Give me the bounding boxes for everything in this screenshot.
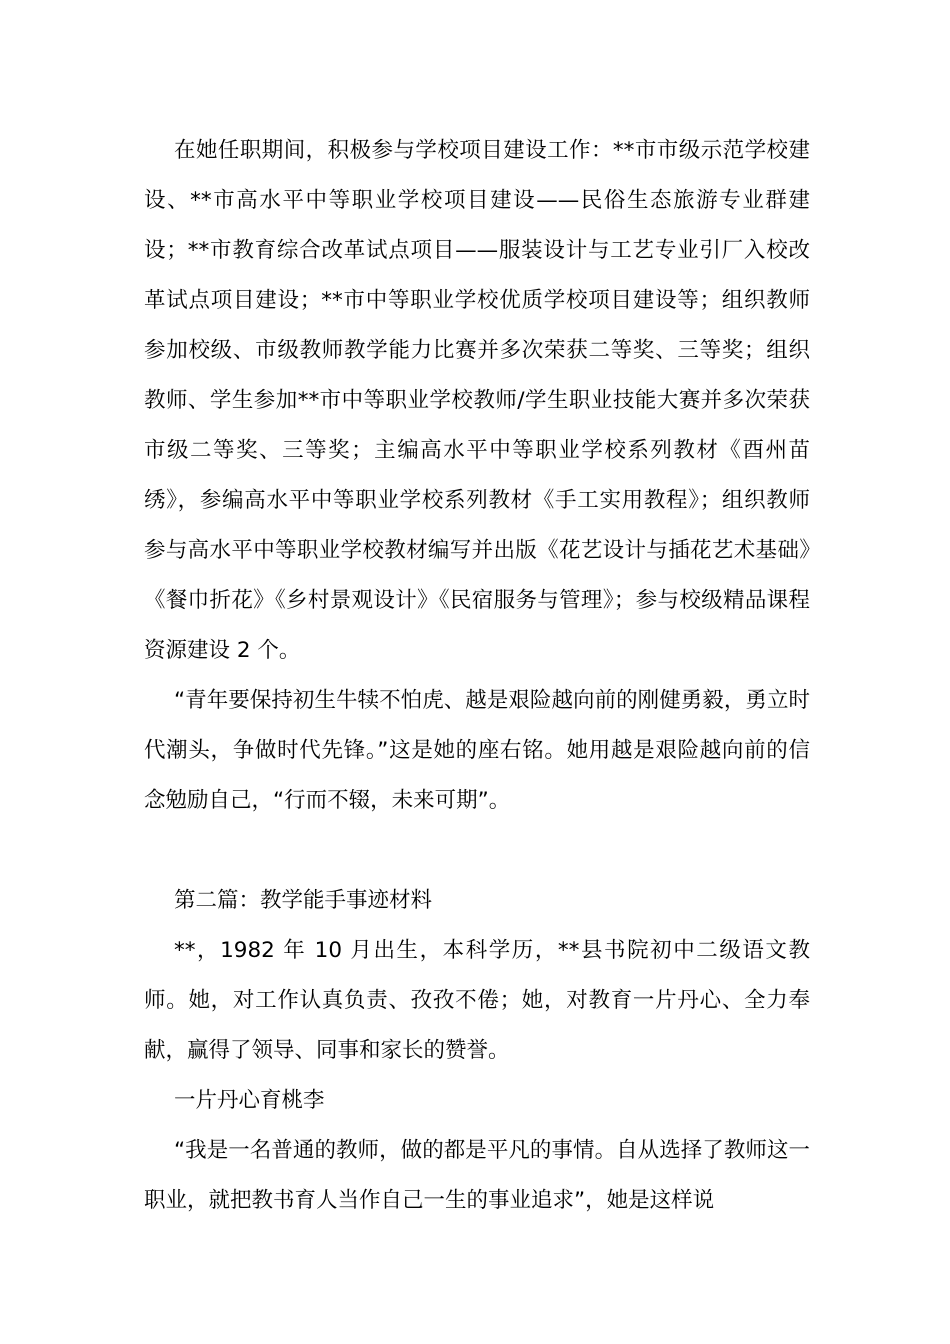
section-gap bbox=[144, 826, 810, 876]
paragraph-quote: “我是一名普通的教师，做的都是平凡的事情。自从选择了教师这一职业，就把教书育人当作自己一生的事业追求”，她是这样说 bbox=[144, 1138, 810, 1213]
section-title: 第二篇：教学能手事迹材料 bbox=[174, 888, 433, 913]
paragraph-project-work: 在她任职期间，积极参与学校项目建设工作：**市市级示范学校建设、**市高水平中等职业学校项目建设——民俗生态旅游专业群建设；**市教育综合改革试点项目——服装设计与工艺专业引厂入校改革试点项目建设；**市中等职业学校优质学校项目建设等；组织教师参加校级、市级教师教学能力比赛并多次荣获二等奖、三等奖；组织教师、学生参加**市中等职业学校教师/学生职业技能大赛并多次荣获市级二等奖、三等奖；主编高水平中等职业学校系列教材《酉州苗绣》，参编高水平中等职业学校系列教材《手工实用教程》；组织教师参与高水平中等职业学校教材编写并出版《花艺设计与插花艺术基础》《餐巾折花》《乡村景观设计》《民宿服务与管理》；参与校级精品课程资源建设 2 个。 bbox=[144, 138, 810, 663]
paragraph-intro: **，1982 年 10 月出生，本科学历，**县书院初中二级语文教师。她，对工作认真负责、孜孜不倦；她，对教育一片丹心、全力奉献，赢得了领导、同事和家长的赞誉。 bbox=[144, 938, 810, 1063]
document-page bbox=[144, 126, 810, 1226]
paragraph-motto: “青年要保持初生牛犊不怕虎、越是艰险越向前的刚健勇毅，勇立时代潮头，争做时代先锋。”这是她的座右铭。她用越是艰险越向前的信念勉励自己，“行而不辍，未来可期”。 bbox=[144, 688, 810, 813]
subheading: 一片丹心育桃李 bbox=[174, 1088, 325, 1113]
